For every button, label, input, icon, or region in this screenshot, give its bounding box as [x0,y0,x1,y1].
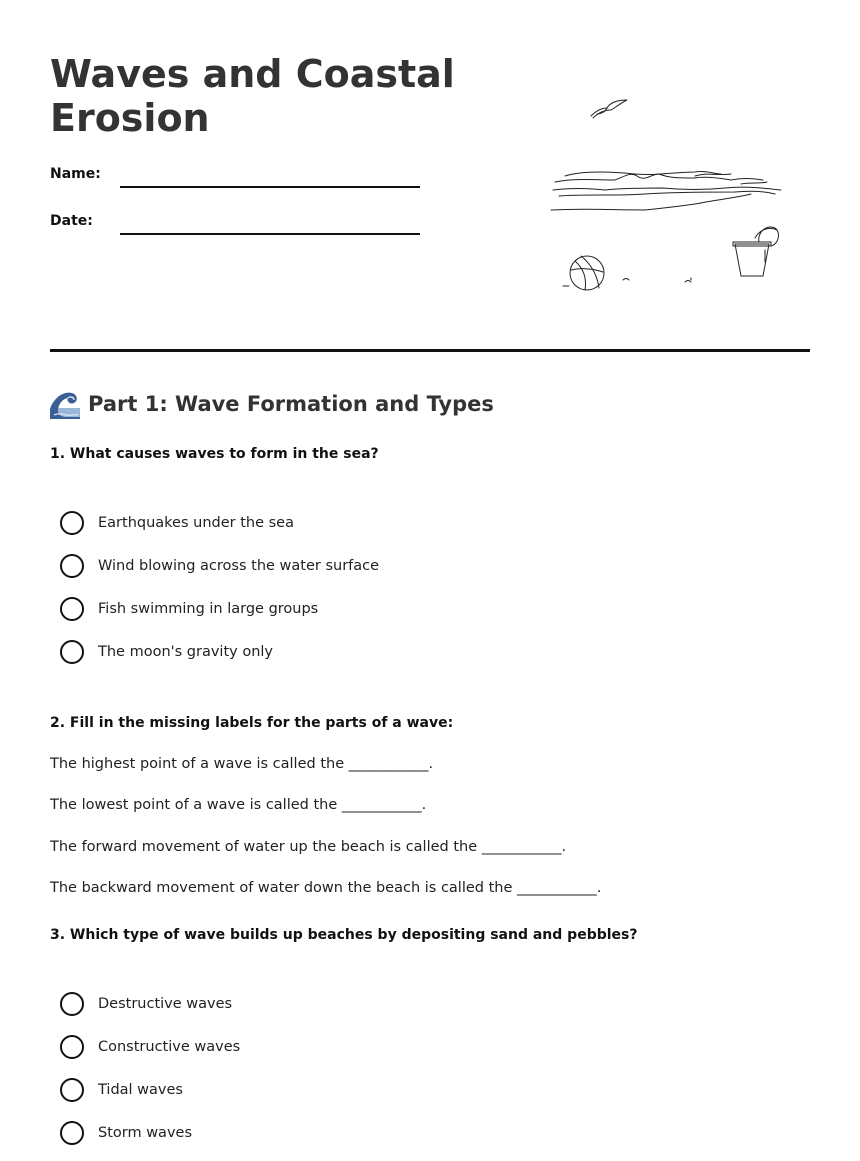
q1-option-1[interactable] [60,511,294,535]
radio-button[interactable] [60,992,84,1016]
fill-in-line-4: The backward movement of water down the beach is called the ___________. [50,880,602,896]
date-label: Date: [50,213,93,229]
q1-option-4-label: The moon's gravity only [98,644,273,660]
ocean-wave-icon [50,389,80,419]
radio-button[interactable] [60,1078,84,1102]
radio-button[interactable] [60,1121,84,1145]
name-field[interactable] [120,186,420,188]
fill-in-line-2: The lowest point of a wave is called the ___________. [50,797,427,813]
radio-button[interactable] [60,554,84,578]
q1-option-2[interactable] [60,554,379,578]
radio-button[interactable] [60,640,84,664]
q3-option-2-label: Constructive waves [98,1039,241,1055]
q3-option-2[interactable] [60,1035,240,1059]
radio-button[interactable] [60,511,84,535]
name-label: Name: [50,166,101,182]
part1-heading-text: Part 1: Wave Formation and Types [88,392,494,416]
fill-in-line-1: The highest point of a wave is called the ___________. [50,756,434,772]
q3-option-4[interactable] [60,1121,192,1145]
q1-option-2-label: Wind blowing across the water surface [98,558,380,574]
question-1: 1. What causes waves to form in the sea? [50,446,379,462]
question-3: 3. Which type of wave builds up beaches by depositing sand and pebbles? [50,927,638,943]
part1-heading [50,389,494,419]
q3-option-3-label: Tidal waves [98,1082,183,1098]
question-2: 2. Fill in the missing labels for the parts of a wave: [50,715,454,731]
fill-in-line-3: The forward movement of water up the beach is called the ___________. [50,839,567,855]
q1-option-3[interactable] [60,597,318,621]
date-field[interactable] [120,233,420,235]
radio-button[interactable] [60,597,84,621]
q1-option-1-label: Earthquakes under the sea [98,515,294,531]
worksheet-title: Waves and Coastal Erosion [50,52,455,140]
q1-option-4[interactable] [60,640,273,664]
radio-button[interactable] [60,1035,84,1059]
q3-option-1-label: Destructive waves [98,996,233,1012]
q1-option-3-label: Fish swimming in large groups [98,601,319,617]
q3-option-3[interactable] [60,1078,183,1102]
q3-option-1[interactable] [60,992,232,1016]
section-divider [50,349,810,352]
beach-scene-illustration [545,92,790,297]
q3-option-4-label: Storm waves [98,1125,193,1141]
